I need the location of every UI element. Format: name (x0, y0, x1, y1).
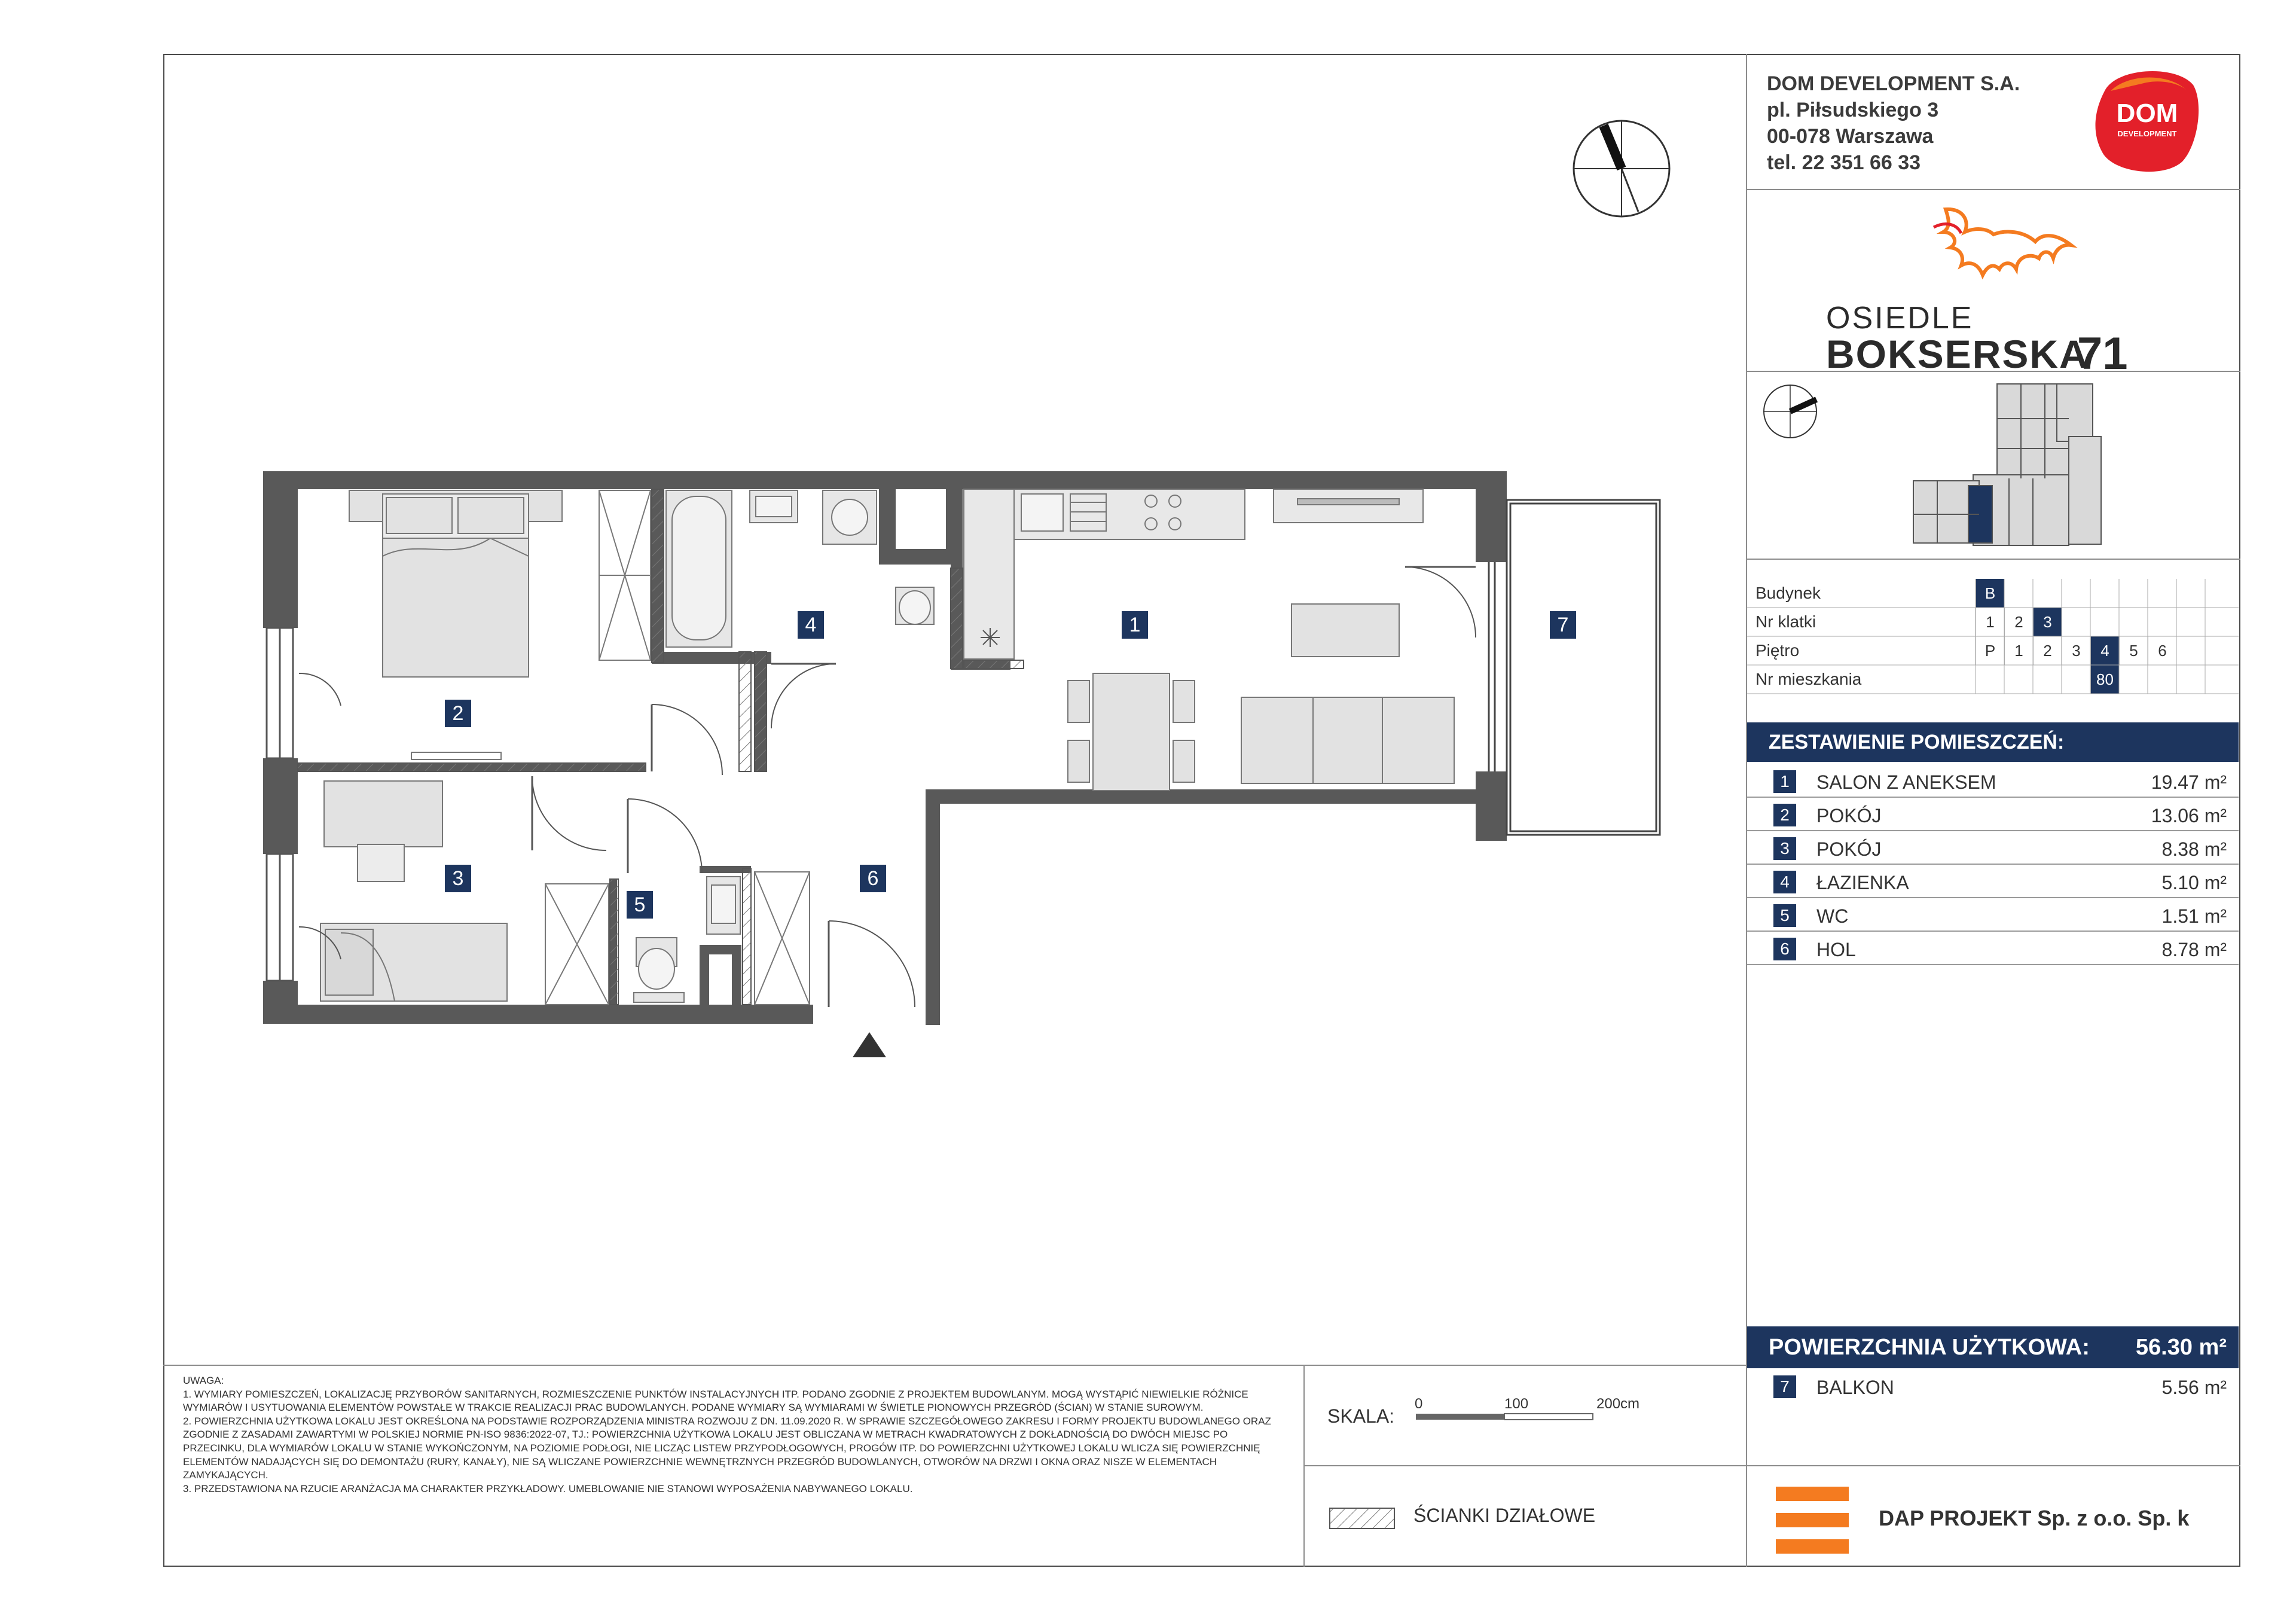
room-name: POKÓJ (1816, 805, 1882, 826)
logo-text-sub: DEVELOPMENT (2117, 129, 2177, 138)
compass-icon (1574, 121, 1669, 216)
keyplan-compass-icon (1764, 385, 1816, 438)
floor-cell: 3 (2062, 636, 2090, 665)
plan-label-6: 6 (860, 865, 886, 892)
usable-area-label: POWIERZCHNIA UŻYTKOWA: (1769, 1335, 2090, 1360)
room-row (1747, 865, 2239, 898)
balcony-name: BALKON (1816, 1377, 1894, 1398)
scale-bar (1416, 1414, 1593, 1420)
room-area: 8.38 m² (2161, 838, 2227, 860)
plan-label-3: 3 (445, 865, 471, 892)
room-row (1747, 798, 2239, 831)
balcony-area: 5.56 m² (2161, 1377, 2227, 1398)
company-city: 00-078 Warszawa (1767, 125, 1934, 148)
scale-tick: 200cm (1596, 1396, 1640, 1412)
room-area: 19.47 m² (2151, 771, 2227, 793)
floor-cell: 4 (2090, 636, 2119, 665)
staircase-cell: 2 (2004, 608, 2033, 636)
building-cell: B (1976, 579, 2004, 608)
entrance-arrow-icon (853, 1032, 886, 1057)
notes-block (183, 1374, 1292, 1496)
floor-cell: 1 (2004, 636, 2033, 665)
usable-area-bar (1747, 1326, 2239, 1368)
rooms-heading: ZESTAWIENIE POMIESZCZEŃ: (1747, 722, 2239, 762)
balcony-row (1747, 1369, 2239, 1403)
plan-label-1: 1 (1122, 611, 1148, 639)
room-area: 13.06 m² (2151, 805, 2227, 826)
room-number: 2 (1773, 804, 1796, 826)
plan-label-4: 4 (798, 611, 824, 639)
room-number: 4 (1773, 871, 1796, 893)
balcony-number: 7 (1773, 1375, 1796, 1398)
apartment-cell: 80 (2090, 665, 2119, 694)
designer-name: DAP PROJEKT Sp. z o.o. Sp. k (1879, 1506, 2190, 1530)
room-number: 6 (1773, 938, 1796, 960)
project-word1: OSIEDLE (1826, 301, 1974, 335)
floor-cell: 6 (2148, 636, 2176, 665)
company-name: DOM DEVELOPMENT S.A. (1767, 72, 2020, 95)
scale-tick: 100 (1504, 1396, 1529, 1412)
plan-label-7: 7 (1550, 611, 1576, 639)
room-area: 8.78 m² (2161, 939, 2227, 960)
note-item: 2. POWIERZCHNIA UŻYTKOWA LOKALU JEST OKREŚLONA NA PODSTAWIE ROZPORZĄDZENIA MINISTRA ROZWOJU Z DN. 11.09.2020 R. W SPRAWIE SZCZEGÓŁOWEGO ZAKRESU I FORMY PROJEKTU BUDOWLANEGO ORAZ ZGODNIE Z ZASADAMI ZAWARTYMI W POLSKIEJ NORMIE PN-ISO 9836:2022-07, TJ.: POWIERZCHNIA UŻYTKOWA LOKALU JEST OBLICZANA W METRACH KWADRATOWYCH Z DOKŁADNOŚCIĄ DO DWÓCH MIEJSC PO PRZECINKU, DLA WYMIARÓW LOKALU W STANIE WYKOŃCZONYM, NA POZIOMIE PODŁOGI, NIE LICZĄC LISTEW PRZYPODŁOGOWYCH, PROGÓW ITP. DO POWIERZCHNI UŻYTKOWEJ LOKALU WLICZA SIĘ POWIERZCHNIĘ ELEMENTÓW NADAJĄCYCH SIĘ DO DEMONTAŻU (RURY, KANAŁY), NIE SĄ WLICZANE POWIERZCHNIE WEWNĘTRZNYCH PRZEGRÓD BUDOWLANYCH, OTWORÓW NA DRZWI I OKNA ORAZ NISZE W ELEMENTACH ZAMYKAJĄCYCH. (183, 1415, 1271, 1481)
project-word2: BOKSERSKA (1826, 332, 2089, 376)
floor-cell: 5 (2119, 636, 2148, 665)
project-number: 71 (2077, 328, 2128, 379)
room-row (1747, 831, 2239, 865)
floor-cell: 2 (2033, 636, 2062, 665)
info-grid-lines (1747, 579, 2239, 695)
usable-area-value: 56.30 m² (2135, 1335, 2227, 1360)
balcony (1489, 500, 1660, 835)
staircase-cell: 1 (1976, 608, 2004, 636)
room-area: 1.51 m² (2161, 905, 2227, 927)
legend-label: ŚCIANKI DZIAŁOWE (1413, 1505, 1596, 1526)
room-name: POKÓJ (1816, 838, 1882, 860)
room-name: WC (1816, 905, 1849, 927)
legend-hatch-swatch (1330, 1508, 1394, 1529)
scale-tick: 0 (1415, 1396, 1423, 1412)
info-label: Nr mieszkania (1755, 670, 1862, 688)
desk-and-bed (320, 781, 507, 1001)
room-number: 5 (1773, 904, 1796, 927)
note-item: 3. PRZEDSTAWIONA NA RZUCIE ARANŻACJA MA CHARAKTER PRZYKŁADOWY. UMEBLOWANIE NIE STANOWI WYPOSAŻENIA NABYWANEGO LOKALU. (183, 1482, 913, 1494)
plan-label-2: 2 (445, 700, 471, 727)
note-item: 1. WYMIARY POMIESZCZEŃ, LOKALIZACJĘ PRZYBORÓW SANITARNYCH, ROZMIESZCZENIE PUNKTÓW INSTALACYJNYCH ITP. PODANO ZGODNIE Z PROJEKTEM BUDOWLANYM. MOGĄ WYSTĄPIĆ NIEWIELKIE RÓŻNICE WYMIARÓW I USYTUOWANIA ELEMENTÓW POWSTAŁE W TRAKCIE REALIZACJI PRAC BUDOWLANYCH. PODANE WYMIARY SĄ WYMIARAMI W ŚWIETLE PIONOWYCH PRZEGRÓD (ŚCIAN) W STANIE SUROWYM. (183, 1388, 1248, 1414)
info-label: Nr klatki (1755, 612, 1816, 631)
staircase-cell: 3 (2033, 608, 2062, 636)
info-label: Piętro (1755, 641, 1800, 660)
room-number: 1 (1773, 770, 1796, 793)
room-area: 5.10 m² (2161, 872, 2227, 893)
dap-projekt-logo (1776, 1487, 1849, 1554)
scale-label: SKALA: (1327, 1405, 1395, 1427)
room-name: HOL (1816, 939, 1856, 960)
room-name: SALON Z ANEKSEM (1816, 771, 1996, 793)
floor-cell: P (1976, 636, 2004, 665)
plan-label-5: 5 (627, 891, 653, 919)
ventilation-icon (981, 628, 1000, 647)
room-name: ŁAZIENKA (1816, 872, 1909, 893)
info-label: Budynek (1755, 584, 1821, 602)
room-row (1747, 764, 2239, 798)
bed-double (349, 490, 562, 677)
room-row (1747, 898, 2239, 932)
company-phone: tel. 22 351 66 33 (1767, 151, 1921, 174)
company-street: pl. Piłsudskiego 3 (1767, 99, 1939, 121)
radiator (411, 752, 501, 759)
logo-text-main: DOM (2116, 99, 2178, 128)
key-plan (1913, 384, 2101, 545)
notes-heading: UWAGA: (183, 1375, 224, 1386)
room-row (1747, 932, 2239, 965)
room-number: 3 (1773, 837, 1796, 860)
